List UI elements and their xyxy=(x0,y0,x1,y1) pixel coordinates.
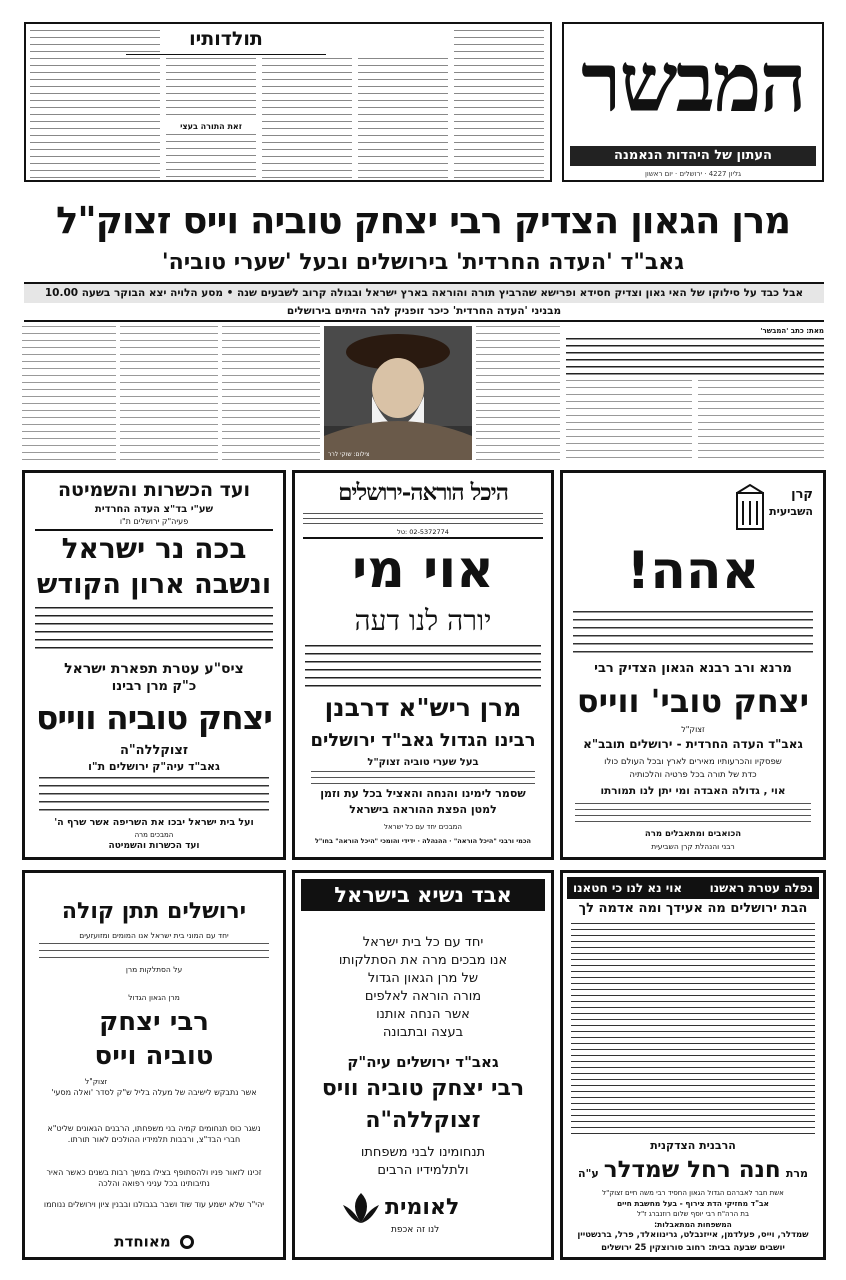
shmidler-name: חנה רחל שמדלר xyxy=(603,1157,781,1183)
leumit-slogan: לנו זה אכפת xyxy=(391,1225,440,1235)
keren-logo-line2: השביעית xyxy=(769,505,813,518)
shmidler-top1: נפלה עטרת ראשנו xyxy=(709,881,813,895)
ad-heichal-horaah xyxy=(292,470,554,860)
heichal-sign: המבכים יחד עם כל ישראל xyxy=(384,823,462,831)
toldotav-title: תולדותיו xyxy=(189,28,263,50)
meuhedet-logo xyxy=(25,1231,283,1255)
photo-caption: צילום: שוקי לרר xyxy=(328,451,370,458)
article-column-2 xyxy=(566,380,692,460)
heichal-shemar2: למטן הפצת ההוראה בישראל xyxy=(349,803,497,816)
vaad-zatzal: זצוקללה"ה xyxy=(119,743,189,758)
heichal-rabbeinu: רבינו הגדול גאב"ד ירושלים xyxy=(310,730,536,751)
leumit-l3: של מרן הגאון הגדול xyxy=(367,971,479,986)
leumit-l2: אנו מבכים מרה את הסתלקותו xyxy=(338,953,508,968)
vaad-sub2: פעיה"ק ירושלים ת"ו xyxy=(119,517,189,526)
toldotav-subhead: זאת התורה בעצי xyxy=(180,122,242,131)
vaad-name: יצחק טוביה ווייס xyxy=(36,698,272,737)
shmidler-mrs: מרת xyxy=(785,1167,808,1180)
keren-oy: אוי , גדולה האבדה ומי יתן לנו תמורתו xyxy=(600,785,786,797)
keren-logo-line1: קרן xyxy=(791,487,813,502)
heichal-body xyxy=(305,645,541,687)
kolah-p1: נשגר כוס תנחומים קמיה בני משפחתו, הרבנים הגאונים שליט"א חברי הבד"צ, ורבבות תלמידיו ההולכים לאור תורתו. xyxy=(47,1124,261,1144)
keren-logo-emblem-icon xyxy=(733,483,767,533)
article-column-5 xyxy=(222,326,320,460)
keren-zatzal: זצוק"ל xyxy=(681,725,705,734)
shmidler-families: שמדלר, וייס, פעלדמן, אייזנבלט, גרינוואלד, פרל, ברנשטיין xyxy=(577,1230,809,1240)
meuhedet-logo-icon xyxy=(180,1235,194,1249)
leumit-cond2: ולתלמידיו הרבים xyxy=(377,1163,469,1178)
rabbi-photo xyxy=(324,326,472,460)
kolah-title: ירושלים תתן קולה xyxy=(61,899,247,924)
heichal-shemar: שסמר לימינו והנחה והאציל בכל עת וזמן xyxy=(320,787,526,800)
keren-body2 xyxy=(575,803,811,825)
keren-big: אהה! xyxy=(626,541,760,601)
article-column-6 xyxy=(120,326,218,460)
shmidler-name-row xyxy=(563,1153,823,1187)
leumit-l4: מורה הוראה לאלפים xyxy=(364,989,482,1004)
ad-leumit xyxy=(292,870,554,1260)
kolah-intro-body xyxy=(39,943,269,963)
ad-keren-hashviit xyxy=(560,470,826,860)
keren-mara: מרנא ורב רבנא הגאון הצדיק רבי xyxy=(594,661,792,676)
masthead-dateline: גליון 4227 · ירושלים · יום ראשון xyxy=(645,170,741,178)
vaad-sub1: שע"י בד"צ העדה החרדית xyxy=(94,504,214,515)
leumit-l1: יחד עם כל בית ישראל xyxy=(362,935,484,950)
vaad-sign2: ועד הכשרות והשמיטה xyxy=(108,841,200,851)
heichal-title: היכל הוראה-ירושלים xyxy=(338,479,508,506)
main-headline-substrip: מבניני 'העדה החרדית' כיכר זופניק להר הזיתים בירושלים xyxy=(286,305,562,317)
keren-sign1: הכואבים ומתאבלים מרה xyxy=(644,829,742,839)
article-lead xyxy=(566,338,824,376)
leumit-l5: אשר הנחה אותנו xyxy=(376,1007,470,1022)
masthead-logo: המבשר xyxy=(581,35,805,131)
vaad-line2: כ"ק מרן רבינו xyxy=(111,679,197,694)
vaad-big2: ונשבה ארון הקודש xyxy=(36,569,272,600)
kolah-intro2: על הסתלקות מרן xyxy=(125,965,183,974)
article-column-7 xyxy=(22,326,116,460)
vaad-role: גאב"ד עיה"ק ירושלים ת"ו xyxy=(88,760,220,773)
kolah-desc: אשר נתבקש לישיבה של מעלה בליל ש"ק לסדר 'ואלה מסעי' xyxy=(51,1088,257,1097)
vaad-big1: בכה נר ישראל xyxy=(61,532,247,565)
keren-name: יצחק טובי' ווייס xyxy=(576,682,810,720)
keren-body xyxy=(573,611,813,655)
headline-rule-bottom xyxy=(24,320,824,322)
toldotav-column-6 xyxy=(30,30,160,178)
main-headline-subtitle: גאב"ד 'העדה החרדית' בירושלים ובעל 'שערי טוביה' xyxy=(161,250,685,275)
leumit-leaf-icon xyxy=(341,1191,381,1225)
toldotav-box xyxy=(24,22,552,182)
heichal-phone: 02-5372774 :טל xyxy=(397,528,449,536)
leumit-role: גאב"ד ירושלים עיה"ק xyxy=(347,1053,499,1071)
shmidler-label: הרבנית הצדקנית xyxy=(650,1139,736,1152)
ad-shmidler xyxy=(560,870,826,1260)
leumit-cond1: תנחומינו לבני משפחתו xyxy=(360,1145,486,1160)
vaad-body xyxy=(35,607,273,655)
vaad-closing: ועל בית ישראל יבכו את השריפה אשר שרף ה' xyxy=(54,817,254,828)
leumit-name1: רבי יצחק טוביה וויס xyxy=(321,1076,525,1101)
shmidler-families-label: המשפחות המתאבלות: xyxy=(654,1220,732,1229)
heichal-body2 xyxy=(311,771,535,785)
shmidler-sub: הבת ירושלים מה אעידך ומה אדמה לך xyxy=(578,901,808,916)
vaad-title: ועד הכשרות והשמיטה xyxy=(57,479,251,501)
leumit-logo xyxy=(295,1191,551,1251)
toldotav-column-5 xyxy=(166,134,256,178)
kolah-intro1: יחד עם המוני בית ישראל אנו המומים ומזועזעים xyxy=(79,931,229,940)
kolah-p3: יהי"ר שלא ישמע עוד שוד ושבר בגבולנו ובבנין ציון וירושלים ננוחמו xyxy=(43,1200,265,1209)
toldotav-column-2 xyxy=(358,58,448,178)
shmidler-desc2: אב"ד מחזיקי הדת צירוף - בעל מחשבת חיים xyxy=(616,1199,770,1208)
kolah-label: מרן הגאון הגדול xyxy=(128,993,180,1002)
leumit-l6: בעצה ובתבונה xyxy=(382,1025,464,1040)
article-label: מאת: כתב 'המבשר' xyxy=(760,327,824,335)
article-column-3 xyxy=(476,326,560,460)
heichal-baal: בעל שערי טוביה זצוק"ל xyxy=(367,757,479,768)
toldotav-column-4 xyxy=(166,58,256,118)
article-column-1 xyxy=(698,380,824,460)
kolah-name2: טוביה וייס xyxy=(94,1041,214,1071)
heichal-maran: מרן ריש"א דרבנן xyxy=(324,693,522,722)
kolah-zatzal: זצוק"ל xyxy=(85,1077,108,1086)
shmidler-ah: ע"ה xyxy=(578,1167,599,1180)
heichal-letterhead xyxy=(303,513,543,527)
kolah-p2: זכינו לזאור פניו ולהסתופף בצילו במשך רבות בשנים כאשר האיר נתיבותינו בכל עניני רפואה והלכה xyxy=(46,1168,262,1188)
shmidler-body xyxy=(571,923,815,1135)
ad-vaad-kashrut xyxy=(22,470,286,860)
portrait-illustration xyxy=(324,326,472,460)
kolah-name1: רבי יצחק xyxy=(99,1007,209,1037)
masthead-tagline: העתון של היהדות הנאמנה xyxy=(570,146,816,166)
keren-line1: שפסקיו והכרעותיו מאירים לארץ ובכל העולם כולו xyxy=(604,757,782,767)
heichal-big2: יורה לנו דעה xyxy=(354,604,492,637)
ad-yerushalayim-kolah xyxy=(22,870,286,1260)
main-headline-title: מרן הגאון הצדיק רבי יצחק טוביה וייס זצוק"ל xyxy=(55,199,791,242)
shmidler-shiva: יושבים שבעה בבית: רחוב סורוצקין 25 ירושלים xyxy=(601,1243,785,1253)
shmidler-top2: אוי נא לנו כי חטאנו xyxy=(573,881,683,895)
keren-logo xyxy=(733,481,813,535)
vaad-body2 xyxy=(39,777,269,815)
keren-role: גאב"ד העדה החרדית - ירושלים תובב"א xyxy=(583,737,803,751)
heichal-footer: הכמי ורבני "היכל הוראה" · ההנהלה · ידידי והומכי "היכל הוראה" בחו"ל xyxy=(314,837,532,845)
shmidler-desc1: אשת חבר לאברהם הגדול הגאון החסיד רבי משה חיים זצוק"ל xyxy=(602,1189,784,1197)
heichal-big1: אוי מי xyxy=(351,540,495,600)
vaad-line1: ציס"ע עטרת תפארת ישראל xyxy=(64,661,244,677)
main-headline-strip: אבל כבד על סילוקו של האי גאון וצדיק חסידא ופרישא שהרביץ תורה והוראה בארץ ישראל ובגולה קרוב לשבעים שנה • מסע הלויה יצא הבוקר בשעה 10.00 xyxy=(24,284,824,303)
shmidler-top xyxy=(567,877,819,899)
keren-sign2: רבני והנהלת קרן השביעית xyxy=(651,842,735,851)
toldotav-column-1 xyxy=(454,30,544,178)
meuhedet-logo-text: מאוחדת xyxy=(114,1232,171,1251)
leumit-logo-text: לאומית xyxy=(385,1195,460,1220)
toldotav-column-3 xyxy=(262,58,352,178)
leumit-title: אבד נשיא בישראל xyxy=(301,879,545,911)
keren-line2: כדת של תורה בכל פרטיה והלכותיה xyxy=(629,770,757,780)
vaad-sign1: המבכים מרה xyxy=(134,831,174,839)
masthead-box xyxy=(562,22,824,182)
shmidler-desc3: בת הרה"ח רבי יוסף שלום רוזנברג ז"ל xyxy=(636,1210,750,1218)
leumit-name2: זצוקללה"ה xyxy=(365,1108,481,1133)
